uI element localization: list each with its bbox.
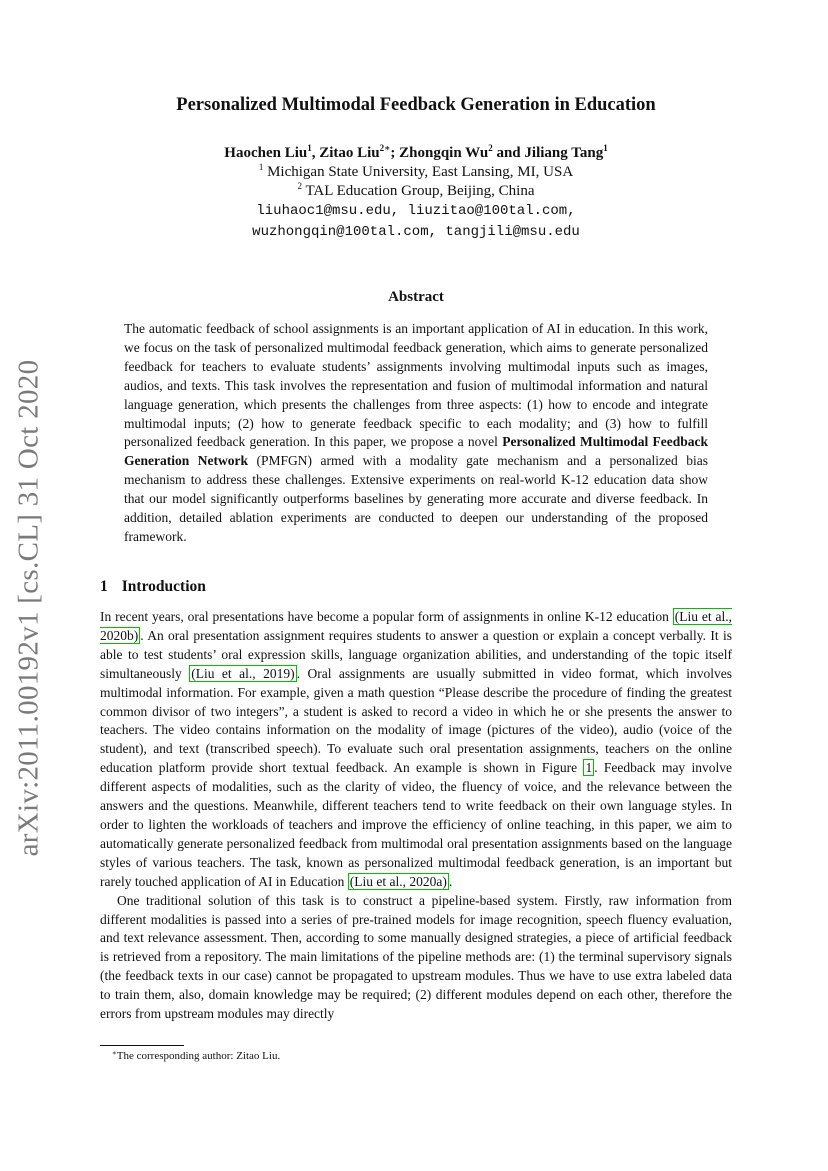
citation-link[interactable]: (Liu et al., 2020b) <box>100 609 733 643</box>
citation-link[interactable]: (Liu et al., 2019) <box>191 665 295 681</box>
footnote: ∗The corresponding author: Zitao Liu. <box>112 1049 281 1062</box>
author-conjunction: and <box>496 145 521 161</box>
abstract-text: The automatic feedback of school assignments is an important application of AI in education. In this work, we focus on the task of personalized multimodal feedback generation, which aims to generate personalized feedback for teachers to evaluate students’ assignments involving multimodal inputs such as images, audios, and texts. This task involves the representation and fusion of multimodal information and natural language generation, which presents the challenges from three aspects: (1) how to encode and integrate multimodal inputs; (2) how to generate feedback specific to each modality; and (3) how to fulfill personalized feedback generation. In this paper, we propose a novel Personalized Multimodal Feedback Generation Network (PMFGN) armed with a modality gate mechanism and a personalized bias mechanism to address these challenges. Extensive experiments on real-world K-12 education data show that our model significantly outperforms baselines by generating more accurate and diverse feedback. In addition, detailed ablation experiments are conducted to deepen our understanding of the proposed framework. <box>124 321 709 544</box>
author-name: Zitao Liu <box>319 145 380 161</box>
author-name: Haochen Liu <box>224 145 308 161</box>
abstract-heading: Abstract <box>388 289 444 305</box>
introduction-body <box>100 608 732 1024</box>
arxiv-id-text: arXiv:2011.00192v1 [cs.CL] 31 Oct 2020 <box>12 359 45 857</box>
author-name: Zhongqin Wu <box>399 145 489 161</box>
author-emails-line-1: liuhaoc1@msu.edu, liuzitao@100tal.com, <box>256 203 576 219</box>
author-block <box>100 144 732 243</box>
affiliation-2: $^2$ TAL Education Group, Beijing, China <box>297 181 535 199</box>
affiliation-marker: 2 <box>488 143 493 153</box>
paper-title: Personalized Multimodal Feedback Generation in Education <box>176 95 656 115</box>
footnote-rule <box>100 1045 184 1046</box>
section-heading-introduction: 1 Introduction <box>100 578 206 595</box>
affiliation-marker: 1 <box>603 143 608 153</box>
intro-paragraph-2: One traditional solution of this task is to construct a pipeline-based system. Firstly, raw information from different modalities is passed into a series of pre-trained models for image recognition, speech fluency evaluation, and text relevance assessment. Then, according to some manually designed strategies, a piece of artificial feedback is retrieved from a repository. The main limitations of the pipeline methods are: (1) the terminal supervisory signals (the feedback texts in our case) cannot be propagated to upstream modules. Thus we have to use extra labeled data to train them, also, domain knowledge may be required; (2) different modules depend on each other, therefore the errors from upstream modules may directly <box>100 892 732 1022</box>
affiliation-marker: 2∗ <box>379 143 391 153</box>
author-emails-line-2: wuzhongqin@100tal.com, tangjili@msu.edu <box>252 224 580 240</box>
citation-link[interactable]: (Liu et al., 2020a) <box>349 873 447 889</box>
author-names: Haochen Liu$^1$, Zitao Liu$^{2∗}$; Zhongqin Wu$^2$ and Jiliang Tang$^1$ <box>224 143 608 161</box>
author-name: Jiliang Tang <box>524 145 604 161</box>
figure-reference-link[interactable]: 1 <box>585 760 593 776</box>
model-name-bold: Personalized Multimodal Feedback Generation Network <box>124 434 709 469</box>
affiliation-1: $^1$ Michigan State University, East Lansing, MI, USA <box>258 162 574 180</box>
affiliation-marker: 1 <box>307 143 312 153</box>
intro-paragraph-1: In recent years, oral presentations have become a popular form of assignments in online K-12 education (Liu et al., 2020b) . An oral presentation assignment requires students to answer a question or explain a concept verbally. It is able to test students’ oral expression skills, language organization abilities, and understanding of the topic itself simultaneously (Liu et al., 2019) . Oral assignments are usually submitted in video format, which involves multimodal information. For example, given a math question “Please describe the procedure of finding the greatest common divisor of two integers”, a student is asked to record a video in which he or she presents the answer to teachers. The video contains information on the modality of image (pictures of the video), audio (voice of the student), and text (transcribed speech). To evaluate such oral presentation assignments, teachers on the online education platform provide short textual feedback. An example is shown in Figure 1 . Feedback may involve different aspects of modalities, such as the clarity of video, the fluency of voice, and the relevance between the answers and the questions. Meanwhile, different teachers tend to write feedback on their own language styles. In order to lighten the workloads of teachers and improve the efficiency of online teaching, in this paper, we aim to automatically generate personalized feedback from multimodal oral presentation assignments based on the language styles of various teachers. The task, known as personalized multimodal feedback generation, is an important but rarely touched application of AI in Education (Liu et al., 2020a) . <box>100 609 733 889</box>
arxiv-identifier-stamp <box>0 0 58 1171</box>
